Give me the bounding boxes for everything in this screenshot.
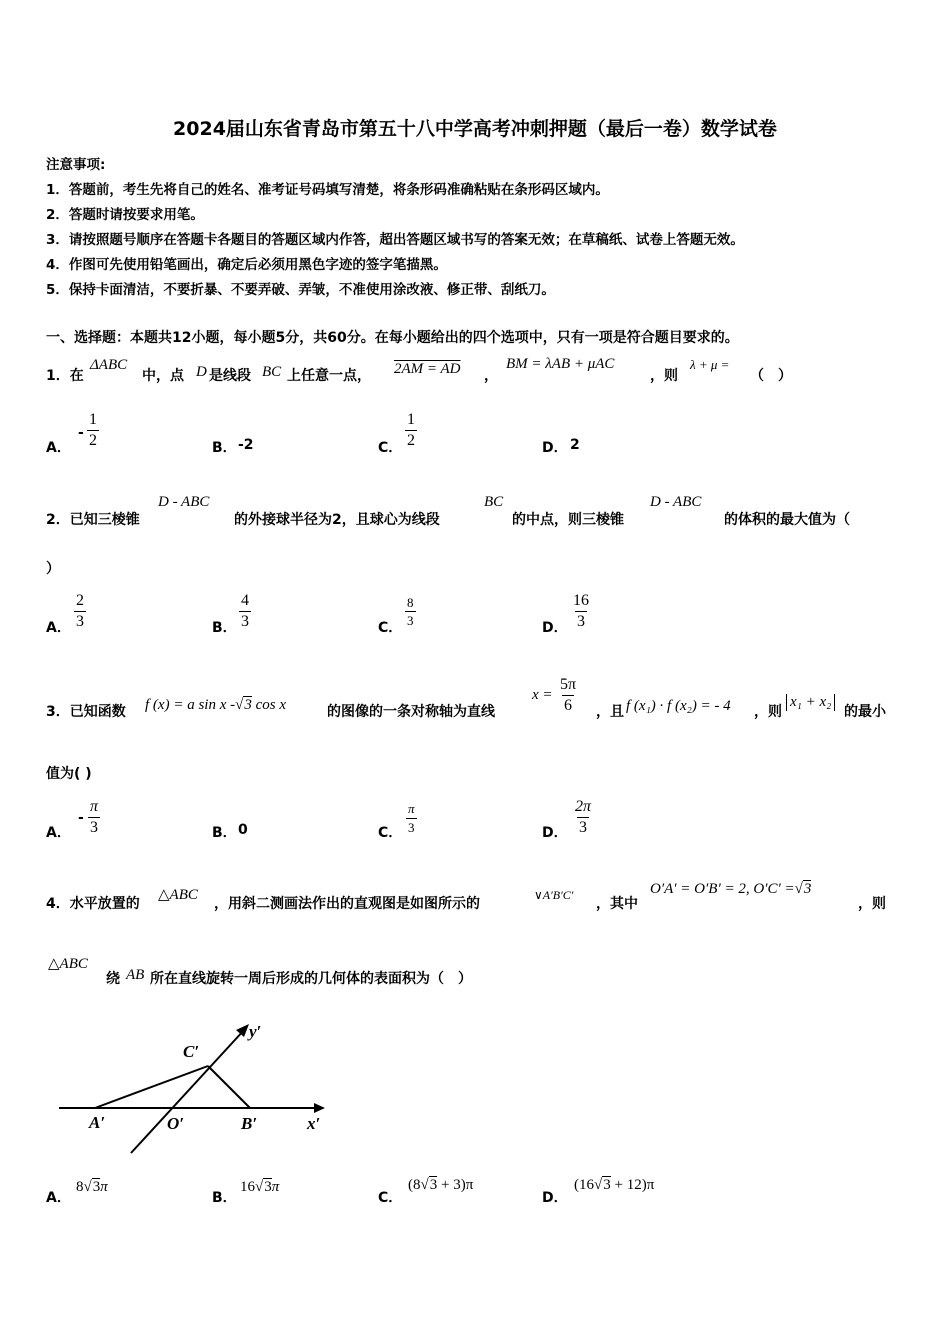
- q4-triangle: △ABC: [158, 887, 198, 903]
- option-a-label: A．: [46, 825, 71, 841]
- option-c-label: C．: [378, 620, 403, 636]
- q4-text: 4．水平放置的: [46, 896, 140, 912]
- section-heading: 一、选择题：本题共12小题，每小题5分，共60分。在每小题给出的四个选项中，只有一项是符合题目要求的。: [46, 330, 739, 346]
- q1-sum: λ + μ =: [690, 357, 730, 372]
- y-axis-arrow: [236, 1024, 249, 1037]
- q1-text: 上任意一点，: [287, 368, 371, 384]
- q4-lengths: O′A′ = O′B′ = 2, O′C′ =√3: [650, 881, 812, 897]
- option-c-label: C．: [378, 440, 403, 456]
- q3-function: f (x) = a sin x -√3 cos x: [145, 697, 286, 713]
- option-b-value: 0: [238, 822, 248, 838]
- q3-text: 的图像的一条对称轴为直线: [327, 704, 495, 720]
- q1-segment-bc: BC: [262, 364, 282, 380]
- q1-text: 是线段: [209, 368, 251, 384]
- option-a-label: A．: [46, 620, 71, 636]
- x-axis-arrow: [314, 1103, 325, 1113]
- q3-axis-fraction: $\frac{5\pi}{6}$: [560, 676, 577, 714]
- option-c-value: (8√3 + 3)π: [408, 1177, 474, 1193]
- q1-vector-eq: 2AM = AD: [394, 361, 461, 377]
- q4-text: 绕: [106, 971, 120, 987]
- q3-text: ，则: [754, 704, 782, 720]
- option-c-fraction: $\frac{1}{2}$: [407, 411, 415, 449]
- q4-text: ，则: [858, 896, 886, 912]
- q2-segment: BC: [484, 494, 504, 510]
- option-b-fraction: $\frac{4}{3}$: [241, 592, 249, 630]
- option-b-label: B．: [212, 1190, 237, 1206]
- q2-text: 的体积的最大值为（: [724, 512, 850, 528]
- label-c-prime: C′: [183, 1042, 200, 1061]
- label-y-prime: y′: [249, 1022, 262, 1041]
- q2-text: ）: [46, 561, 60, 577]
- notice-heading: 注意事项:: [46, 157, 106, 173]
- option-d-label: D．: [542, 1190, 568, 1206]
- q3-condition: f (x₁) · f (x₂) = - 4: [626, 698, 731, 714]
- q4-projection: ∨A′B′C′: [534, 888, 574, 902]
- option-a-fraction: $\frac{2}{3}$: [76, 592, 84, 630]
- q3-text: ，且: [596, 704, 624, 720]
- q1-text: 1．在: [46, 368, 84, 384]
- label-o-prime: O′: [167, 1114, 185, 1133]
- notice-item: 5．保持卡面清洁，不要折暴、不要弄破、弄皱，不准使用涂改液、修正带、刮纸刀。: [46, 282, 555, 298]
- q3-abs: x₁ + x₂: [786, 694, 835, 711]
- q2-pyramid: D - ABC: [650, 494, 702, 510]
- option-c-label: C．: [378, 1190, 403, 1206]
- option-b-label: B．: [212, 440, 237, 456]
- option-a-fraction: $\frac{\pi}{3}$: [90, 798, 99, 836]
- option-a-sign: -: [78, 810, 84, 826]
- q1-math-triangle: ΔABC: [90, 357, 128, 373]
- q3-axis-x: x =: [532, 687, 553, 703]
- q1-point-d: D: [196, 364, 207, 380]
- option-a-value: 8√3π: [76, 1179, 108, 1195]
- q4-triangle: △ABC: [48, 956, 88, 972]
- edge-c-b: [208, 1066, 250, 1108]
- option-d-fraction: $\frac{16}{3}$: [573, 592, 589, 630]
- option-a-fraction: $\frac{1}{2}$: [89, 411, 97, 449]
- q2-text: 的外接球半径为2，且球心为线段: [234, 512, 440, 528]
- notice-item: 2．答题时请按要求用笔。: [46, 207, 204, 223]
- q3-text: 值为( ): [46, 766, 92, 782]
- q1-text: ，: [484, 368, 498, 384]
- option-a-sign: -: [78, 425, 84, 441]
- option-d-fraction: $\frac{2\pi}{3}$: [575, 798, 592, 836]
- q3-text: 3．已知函数: [46, 704, 126, 720]
- option-d-value: (16√3 + 12)π: [574, 1177, 655, 1193]
- option-c-fraction: $\frac{8}{3}$: [407, 595, 414, 628]
- q1-text: ，则: [650, 368, 678, 384]
- option-a-label: A．: [46, 1190, 71, 1206]
- option-b-label: B．: [212, 825, 237, 841]
- option-b-value: -2: [238, 437, 254, 453]
- option-c-fraction: $\frac{\pi}{3}$: [408, 801, 415, 835]
- q4-text: 所在直线旋转一周后形成的几何体的表面积为（ ）: [150, 971, 472, 987]
- option-d-label: D．: [542, 620, 568, 636]
- q4-line-ab: AB: [126, 967, 145, 983]
- page-title: 2024届山东省青岛市第五十八中学高考冲刺押题（最后一卷）数学试卷: [173, 118, 777, 140]
- option-d-value: 2: [570, 437, 580, 453]
- q4-text: ，其中: [596, 896, 638, 912]
- label-b-prime: B′: [241, 1114, 258, 1133]
- q3-text: 的最小: [844, 704, 886, 720]
- option-b-value: 16√3π: [240, 1179, 280, 1195]
- q1-vector-eq: BM = λAB + μAC: [506, 356, 615, 372]
- q2-text: 2．已知三棱锥: [46, 512, 140, 528]
- option-d-label: D．: [542, 440, 568, 456]
- q1-paren: （ ）: [750, 368, 792, 384]
- q1-text: 中，点: [142, 368, 184, 384]
- option-a-label: A．: [46, 440, 71, 456]
- option-b-label: B．: [212, 620, 237, 636]
- notice-item: 3．请按照题号顺序在答题卡各题目的答题区域内作答，超出答题区域书写的答案无效；在草稿纸、试卷上答题无效。: [46, 232, 744, 248]
- q2-pyramid: D - ABC: [158, 494, 210, 510]
- label-a-prime: A′: [89, 1113, 106, 1132]
- label-x-prime: x′: [307, 1114, 321, 1133]
- option-c-label: C．: [378, 825, 403, 841]
- notice-item: 1．答题前，考生先将自己的姓名、准考证号码填写清楚，将条形码准确粘贴在条形码区域内。: [46, 182, 609, 198]
- option-d-label: D．: [542, 825, 568, 841]
- notice-item: 4．作图可先使用铅笔画出，确定后必须用黑色字迹的签字笔描黑。: [46, 257, 447, 273]
- q4-text: ，用斜二测画法作出的直观图是如图所示的: [214, 896, 480, 912]
- q2-text: 的中点，则三棱锥: [512, 512, 624, 528]
- oblique-projection-figure: [55, 1015, 345, 1165]
